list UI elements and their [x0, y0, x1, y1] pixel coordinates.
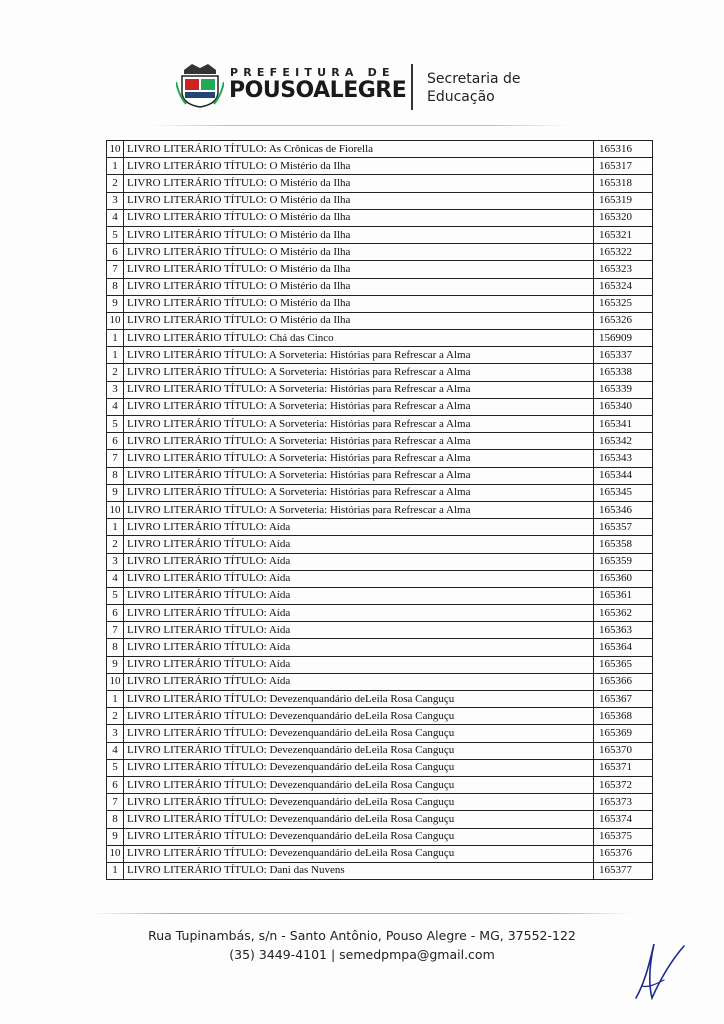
department-name [427, 70, 521, 106]
department-line-2: Educação [427, 89, 495, 105]
item-code: 165322 [594, 244, 653, 261]
item-description: LIVRO LITERÁRIO TÍTULO: A Sorveteria: Histórias para Refrescar a Alma [124, 484, 594, 501]
table-row [107, 776, 653, 793]
item-number: 2 [107, 708, 124, 725]
item-code: 165366 [594, 673, 653, 690]
item-code: 165361 [594, 587, 653, 604]
item-description: LIVRO LITERÁRIO TÍTULO: Aída [124, 536, 594, 553]
item-code: 165337 [594, 347, 653, 364]
item-number: 1 [107, 347, 124, 364]
item-code: 165377 [594, 862, 653, 879]
table-row [107, 811, 653, 828]
department-line-1: Secretaria de [427, 71, 521, 87]
item-description: LIVRO LITERÁRIO TÍTULO: Aída [124, 673, 594, 690]
item-number: 7 [107, 794, 124, 811]
item-code: 165373 [594, 794, 653, 811]
item-number: 9 [107, 484, 124, 501]
header-divider [411, 64, 413, 110]
table-row [107, 226, 653, 243]
item-number: 9 [107, 295, 124, 312]
table-row [107, 467, 653, 484]
item-description: LIVRO LITERÁRIO TÍTULO: Devezenquandário deLeila Rosa Canguçu [124, 811, 594, 828]
item-description: LIVRO LITERÁRIO TÍTULO: Devezenquandário deLeila Rosa Canguçu [124, 776, 594, 793]
item-description: LIVRO LITERÁRIO TÍTULO: Devezenquandário deLeila Rosa Canguçu [124, 794, 594, 811]
item-description: LIVRO LITERÁRIO TÍTULO: A Sorveteria: Histórias para Refrescar a Alma [124, 398, 594, 415]
item-code: 165340 [594, 398, 653, 415]
item-code: 165367 [594, 691, 653, 708]
table-row [107, 450, 653, 467]
item-code: 165323 [594, 261, 653, 278]
item-code: 165338 [594, 364, 653, 381]
table-row [107, 673, 653, 690]
item-number: 3 [107, 553, 124, 570]
item-code: 165321 [594, 226, 653, 243]
item-number: 10 [107, 141, 124, 158]
item-description: LIVRO LITERÁRIO TÍTULO: Devezenquandário deLeila Rosa Canguçu [124, 759, 594, 776]
item-code: 165346 [594, 501, 653, 518]
table-row [107, 364, 653, 381]
item-number: 5 [107, 226, 124, 243]
item-number: 8 [107, 811, 124, 828]
city-name: POUSOALEGRE [229, 78, 407, 103]
item-number: 4 [107, 742, 124, 759]
item-description: LIVRO LITERÁRIO TÍTULO: O Mistério da Ilha [124, 278, 594, 295]
table-row [107, 742, 653, 759]
letterhead [176, 62, 536, 112]
item-number: 7 [107, 622, 124, 639]
table-row [107, 587, 653, 604]
item-description: LIVRO LITERÁRIO TÍTULO: Aída [124, 553, 594, 570]
table-row [107, 175, 653, 192]
item-number: 10 [107, 312, 124, 329]
item-number: 1 [107, 330, 124, 347]
item-number: 2 [107, 175, 124, 192]
table-row [107, 141, 653, 158]
item-number: 10 [107, 501, 124, 518]
item-code: 165319 [594, 192, 653, 209]
items-table [106, 140, 653, 880]
item-description: LIVRO LITERÁRIO TÍTULO: Aída [124, 605, 594, 622]
table-row [107, 295, 653, 312]
item-number: 2 [107, 536, 124, 553]
item-number: 4 [107, 398, 124, 415]
item-code: 165357 [594, 519, 653, 536]
item-number: 9 [107, 656, 124, 673]
table-row [107, 416, 653, 433]
item-code: 165343 [594, 450, 653, 467]
item-code: 165372 [594, 776, 653, 793]
table-row [107, 312, 653, 329]
item-number: 3 [107, 192, 124, 209]
footer-address: Rua Tupinambás, s/n - Santo Antônio, Pouso Alegre - MG, 37552-122 [148, 928, 576, 943]
item-code: 165358 [594, 536, 653, 553]
table-row [107, 433, 653, 450]
item-number: 10 [107, 845, 124, 862]
item-description: LIVRO LITERÁRIO TÍTULO: Aída [124, 570, 594, 587]
item-number: 1 [107, 519, 124, 536]
item-code: 165317 [594, 158, 653, 175]
item-description: LIVRO LITERÁRIO TÍTULO: O Mistério da Ilha [124, 175, 594, 192]
item-code: 165325 [594, 295, 653, 312]
item-code: 165344 [594, 467, 653, 484]
item-description: LIVRO LITERÁRIO TÍTULO: Dani das Nuvens [124, 862, 594, 879]
item-description: LIVRO LITERÁRIO TÍTULO: Devezenquandário deLeila Rosa Canguçu [124, 742, 594, 759]
item-description: LIVRO LITERÁRIO TÍTULO: A Sorveteria: Histórias para Refrescar a Alma [124, 381, 594, 398]
table-row [107, 484, 653, 501]
table-row [107, 605, 653, 622]
item-description: LIVRO LITERÁRIO TÍTULO: Devezenquandário deLeila Rosa Canguçu [124, 708, 594, 725]
item-description: LIVRO LITERÁRIO TÍTULO: Aída [124, 622, 594, 639]
item-description: LIVRO LITERÁRIO TÍTULO: A Sorveteria: Histórias para Refrescar a Alma [124, 501, 594, 518]
item-description: LIVRO LITERÁRIO TÍTULO: A Sorveteria: Histórias para Refrescar a Alma [124, 433, 594, 450]
item-code: 165339 [594, 381, 653, 398]
table-row [107, 330, 653, 347]
item-description: LIVRO LITERÁRIO TÍTULO: Chá das Cinco [124, 330, 594, 347]
prefeitura-label: PREFEITURA DE [230, 66, 395, 79]
item-number: 6 [107, 605, 124, 622]
header-rule [150, 125, 570, 126]
item-description: LIVRO LITERÁRIO TÍTULO: A Sorveteria: Histórias para Refrescar a Alma [124, 467, 594, 484]
item-number: 9 [107, 828, 124, 845]
item-code: 165375 [594, 828, 653, 845]
item-number: 1 [107, 691, 124, 708]
item-code: 165318 [594, 175, 653, 192]
table-row [107, 192, 653, 209]
item-number: 10 [107, 673, 124, 690]
item-code: 165324 [594, 278, 653, 295]
item-code: 165362 [594, 605, 653, 622]
table-row [107, 347, 653, 364]
item-number: 1 [107, 158, 124, 175]
item-code: 165365 [594, 656, 653, 673]
item-code: 165376 [594, 845, 653, 862]
item-description: LIVRO LITERÁRIO TÍTULO: Aída [124, 519, 594, 536]
item-code: 165341 [594, 416, 653, 433]
item-number: 6 [107, 433, 124, 450]
item-code: 165368 [594, 708, 653, 725]
table-row [107, 622, 653, 639]
table-row [107, 158, 653, 175]
item-description: LIVRO LITERÁRIO TÍTULO: O Mistério da Ilha [124, 295, 594, 312]
item-code: 165359 [594, 553, 653, 570]
table-row [107, 501, 653, 518]
item-number: 1 [107, 862, 124, 879]
footer-rule [92, 913, 632, 914]
item-description: LIVRO LITERÁRIO TÍTULO: Devezenquandário deLeila Rosa Canguçu [124, 691, 594, 708]
table-row [107, 261, 653, 278]
table-row [107, 519, 653, 536]
table-row [107, 656, 653, 673]
item-description: LIVRO LITERÁRIO TÍTULO: O Mistério da Ilha [124, 244, 594, 261]
item-number: 8 [107, 467, 124, 484]
table-row [107, 862, 653, 879]
item-code: 156909 [594, 330, 653, 347]
table-row [107, 536, 653, 553]
item-number: 3 [107, 381, 124, 398]
item-number: 3 [107, 725, 124, 742]
footer-contact: (35) 3449-4101 | semedpmpa@gmail.com [229, 947, 495, 962]
item-number: 8 [107, 639, 124, 656]
item-code: 165369 [594, 725, 653, 742]
item-description: LIVRO LITERÁRIO TÍTULO: As Crônicas de Fiorella [124, 141, 594, 158]
table-row [107, 278, 653, 295]
item-number: 8 [107, 278, 124, 295]
table-row [107, 381, 653, 398]
item-code: 165374 [594, 811, 653, 828]
item-description: LIVRO LITERÁRIO TÍTULO: O Mistério da Ilha [124, 209, 594, 226]
item-description: LIVRO LITERÁRIO TÍTULO: O Mistério da Ilha [124, 261, 594, 278]
item-description: LIVRO LITERÁRIO TÍTULO: O Mistério da Ilha [124, 192, 594, 209]
item-code: 165371 [594, 759, 653, 776]
city-crest-icon [176, 62, 224, 108]
item-code: 165363 [594, 622, 653, 639]
table-row [107, 725, 653, 742]
table-row [107, 639, 653, 656]
item-number: 5 [107, 416, 124, 433]
item-code: 165345 [594, 484, 653, 501]
item-code: 165326 [594, 312, 653, 329]
table-row [107, 691, 653, 708]
item-number: 5 [107, 759, 124, 776]
item-number: 4 [107, 570, 124, 587]
item-code: 165370 [594, 742, 653, 759]
table-row [107, 794, 653, 811]
table-row [107, 828, 653, 845]
item-number: 6 [107, 244, 124, 261]
item-code: 165316 [594, 141, 653, 158]
item-description: LIVRO LITERÁRIO TÍTULO: A Sorveteria: Histórias para Refrescar a Alma [124, 347, 594, 364]
item-description: LIVRO LITERÁRIO TÍTULO: A Sorveteria: Histórias para Refrescar a Alma [124, 450, 594, 467]
item-description: LIVRO LITERÁRIO TÍTULO: Devezenquandário deLeila Rosa Canguçu [124, 725, 594, 742]
item-number: 5 [107, 587, 124, 604]
table-row [107, 708, 653, 725]
item-description: LIVRO LITERÁRIO TÍTULO: O Mistério da Ilha [124, 312, 594, 329]
table-row [107, 553, 653, 570]
table-row [107, 209, 653, 226]
item-number: 6 [107, 776, 124, 793]
item-number: 4 [107, 209, 124, 226]
table-row [107, 570, 653, 587]
item-code: 165320 [594, 209, 653, 226]
item-description: LIVRO LITERÁRIO TÍTULO: Aída [124, 639, 594, 656]
item-number: 2 [107, 364, 124, 381]
item-description: LIVRO LITERÁRIO TÍTULO: A Sorveteria: Histórias para Refrescar a Alma [124, 416, 594, 433]
item-number: 7 [107, 450, 124, 467]
item-description: LIVRO LITERÁRIO TÍTULO: Aída [124, 656, 594, 673]
item-description: LIVRO LITERÁRIO TÍTULO: Aída [124, 587, 594, 604]
item-description: LIVRO LITERÁRIO TÍTULO: Devezenquandário deLeila Rosa Canguçu [124, 845, 594, 862]
item-code: 165342 [594, 433, 653, 450]
item-description: LIVRO LITERÁRIO TÍTULO: Devezenquandário deLeila Rosa Canguçu [124, 828, 594, 845]
item-code: 165364 [594, 639, 653, 656]
item-code: 165360 [594, 570, 653, 587]
item-description: LIVRO LITERÁRIO TÍTULO: O Mistério da Ilha [124, 158, 594, 175]
table-row [107, 398, 653, 415]
handwritten-signature [628, 940, 688, 1002]
item-number: 7 [107, 261, 124, 278]
item-description: LIVRO LITERÁRIO TÍTULO: O Mistério da Ilha [124, 226, 594, 243]
table-row [107, 759, 653, 776]
table-row [107, 845, 653, 862]
table-row [107, 244, 653, 261]
item-description: LIVRO LITERÁRIO TÍTULO: A Sorveteria: Histórias para Refrescar a Alma [124, 364, 594, 381]
